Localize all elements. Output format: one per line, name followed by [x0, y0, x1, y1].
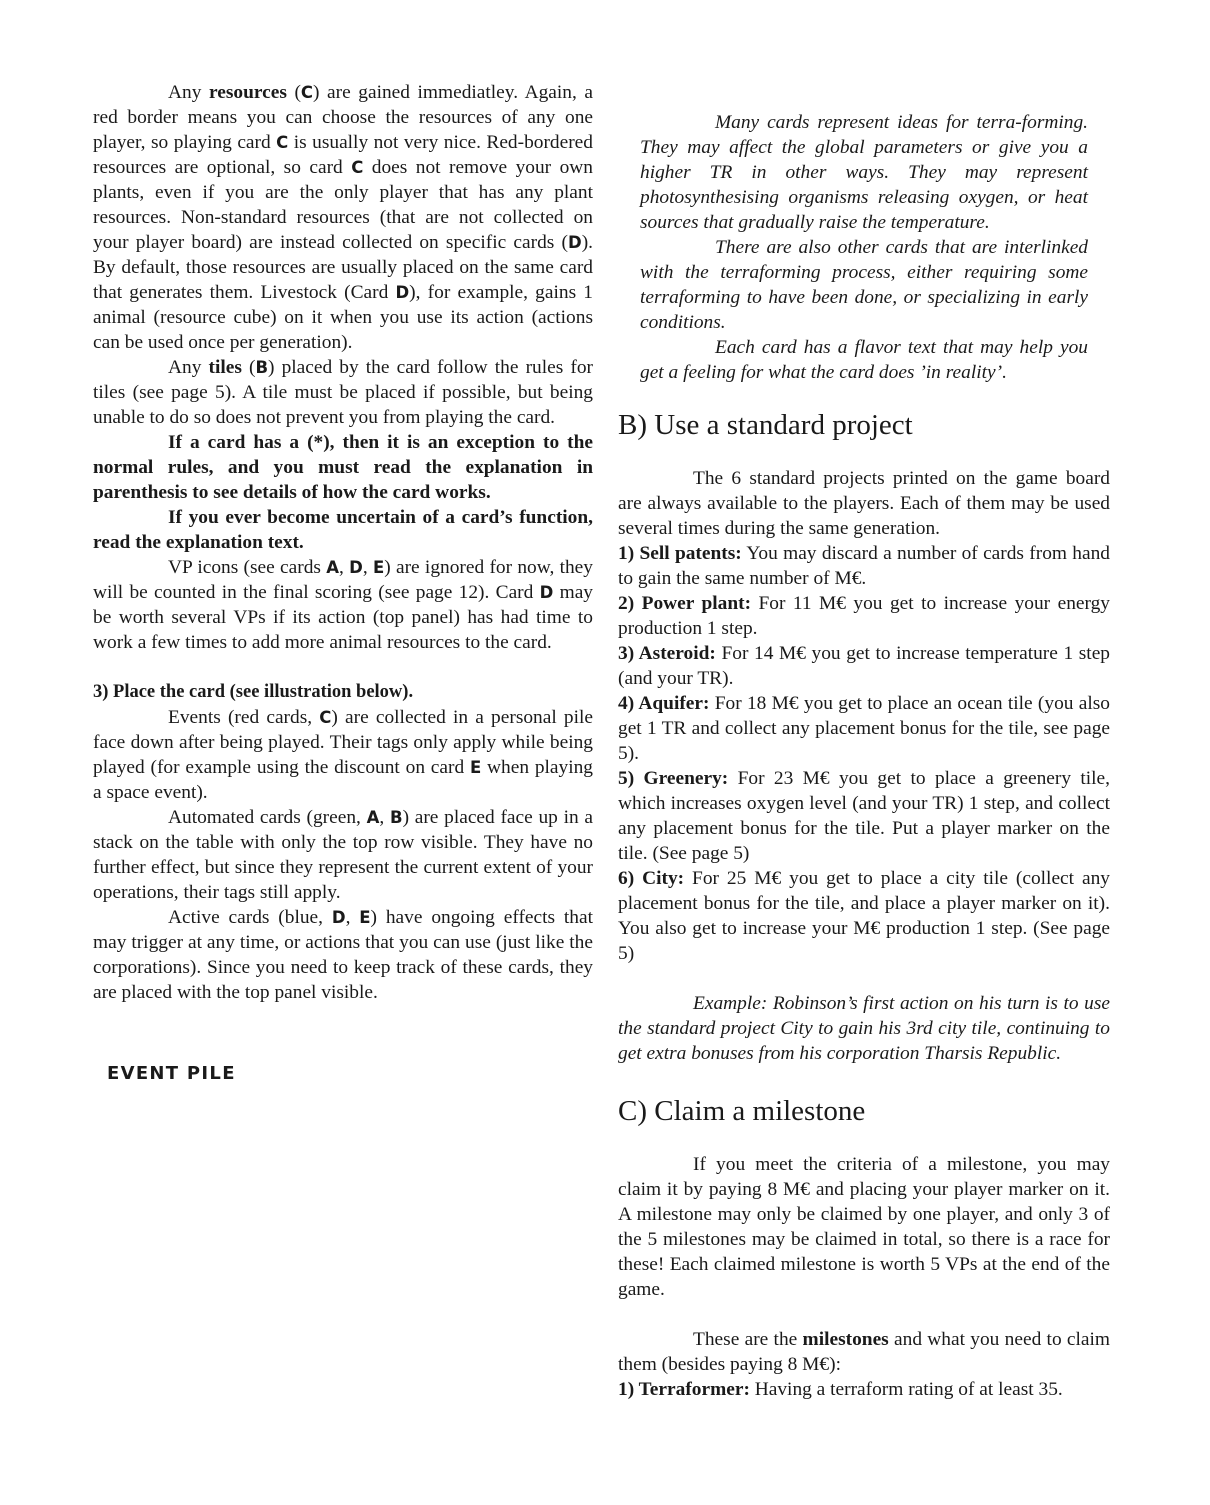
tiles-paragraph: Any tiles (B) placed by the card follow the rules for tiles (see page 5). A tile must be placed if possible, but being unable to do so does not prevent you from playing the card. [93, 357, 593, 428]
standard-project-item: 3) Asteroid: For 14 M€ you get to increase temperature 1 step (and your TR). [618, 643, 1110, 689]
card-ref-d: D [395, 283, 410, 302]
milestones-paragraph: These are the milestones and what you need to claim them (besides paying 8 M€): [618, 1329, 1111, 1375]
resources-paragraph: Any resources (C) are gained immediatley. Again, a red border means you can choose the resources of any one player, so playing card C is usually not very nice. Red-bordered resources are optional, so card C does not remove your own plants, even if you are the only player that has any plant resources. Non-standard resources (that are not collected on your player board) are instead collected on specific cards (D). By default, those resources are usually placed on the same card that generates them. Livestock (Card D), for example, gains 1 animal (resource cube) on it when you use its action (actions can be used once per generation). [93, 82, 593, 353]
standard-project-item: 6) City: For 25 M€ you get to place a city tile (collect any placement bonus for the tile, and place a player marker on it). You also get to increase your M€ production 1 step. (See page 5) [618, 868, 1110, 964]
event-pile-label: EVENT PILE [107, 1063, 236, 1084]
events-paragraph: Events (red cards, C) are collected in a personal pile face down after being played. Their tags only apply while being played (for example using the discount on card E when playing a space event). [93, 707, 594, 803]
card-ref-c: C [300, 83, 314, 102]
exception-rule: If a card has a (*), then it is an exception to the normal rules, and you must read the explanation in parenthesis to see details of how the card works. [93, 432, 593, 503]
milestone-item: 1) Terraformer: Having a terraform rating of at least 35. [618, 1379, 1063, 1400]
card-ref-c: C [351, 158, 364, 177]
card-ref-d: D [567, 233, 582, 252]
standard-project-item: 5) Greenery: For 23 M€ you get to place a greenery tile, which increases oxygen level (and your TR) 1 step, and collect any placement bonus for the tile. Put a player marker on the tile. (See page 5) [618, 768, 1111, 864]
card-ref-c: C [276, 133, 289, 152]
left-column [93, 80, 593, 1005]
standard-project-item: 1) Sell patents: You may discard a number of cards from hand to gain the same number of M€. [618, 543, 1110, 589]
milestone-intro: If you meet the criteria of a milestone, you may claim it by paying 8 M€ and placing your player marker on it. A milestone may only be claimed by one player, and only 3 of the 5 milestones may be claimed in total, so there is a race for these! Each claimed milestone is worth 5 VPs at the end of the game. [618, 1154, 1110, 1300]
section-b-heading: B) Use a standard project [618, 409, 913, 441]
uncertain-rule: If you ever become uncertain of a card’s function, read the explanation text. [93, 507, 593, 553]
flavor-paragraph: There are also other cards that are interlinked with the terraforming process, either requiring some terraforming to have been done, or specializing in early conditions. [640, 237, 1088, 333]
section-c-heading: C) Claim a milestone [618, 1095, 866, 1127]
example-paragraph: Example: Robinson’s first action on his turn is to use the standard project City to gain his 3rd city tile, continuing to get extra bonuses from his corporation Tharsis Republic. [618, 993, 1110, 1064]
active-paragraph: Active cards (blue, D, E) have ongoing effects that may trigger at any time, or actions that you can use (just like the corporations). Since you need to keep track of these cards, they are placed with the top panel visible. [93, 907, 593, 1003]
flavor-paragraph: Many cards represent ideas for terra-forming. They may affect the global parameters or give you a higher TR in other ways. They may represent photosynthesising organisms releasing oxygen, or heat sources that gradually raise the temperature. [640, 112, 1088, 233]
right-column [618, 110, 1110, 1402]
automated-paragraph: Automated cards (green, A, B) are placed face up in a stack on the table with only the top row visible. They have no further effect, but since they represent the current extent of your operations, their tags still apply. [93, 807, 593, 903]
flavor-text-block [618, 110, 1110, 385]
vp-icons-paragraph: VP icons (see cards A, D, E) are ignored for now, they will be counted in the final scoring (see page 12). Card D may be worth several VPs if its action (top panel) has had time to work a few times to add more animal resources to the card. [93, 557, 594, 653]
step3-title: 3) Place the card (see illustration below). [93, 682, 414, 702]
card-ref-b: B [255, 358, 269, 377]
standard-projects-intro: The 6 standard projects printed on the game board are always available to the players. Each of them may be used several times during the same generation. [618, 468, 1110, 539]
standard-project-item: 4) Aquifer: For 18 M€ you get to place an ocean tile (you also get 1 TR and collect any placement bonus for the tile, see page 5). [618, 693, 1110, 764]
flavor-paragraph: Each card has a flavor text that may help you get a feeling for what the card does ’in reality’. [640, 337, 1088, 383]
standard-project-item: 2) Power plant: For 11 M€ you get to increase your energy production 1 step. [618, 593, 1110, 639]
